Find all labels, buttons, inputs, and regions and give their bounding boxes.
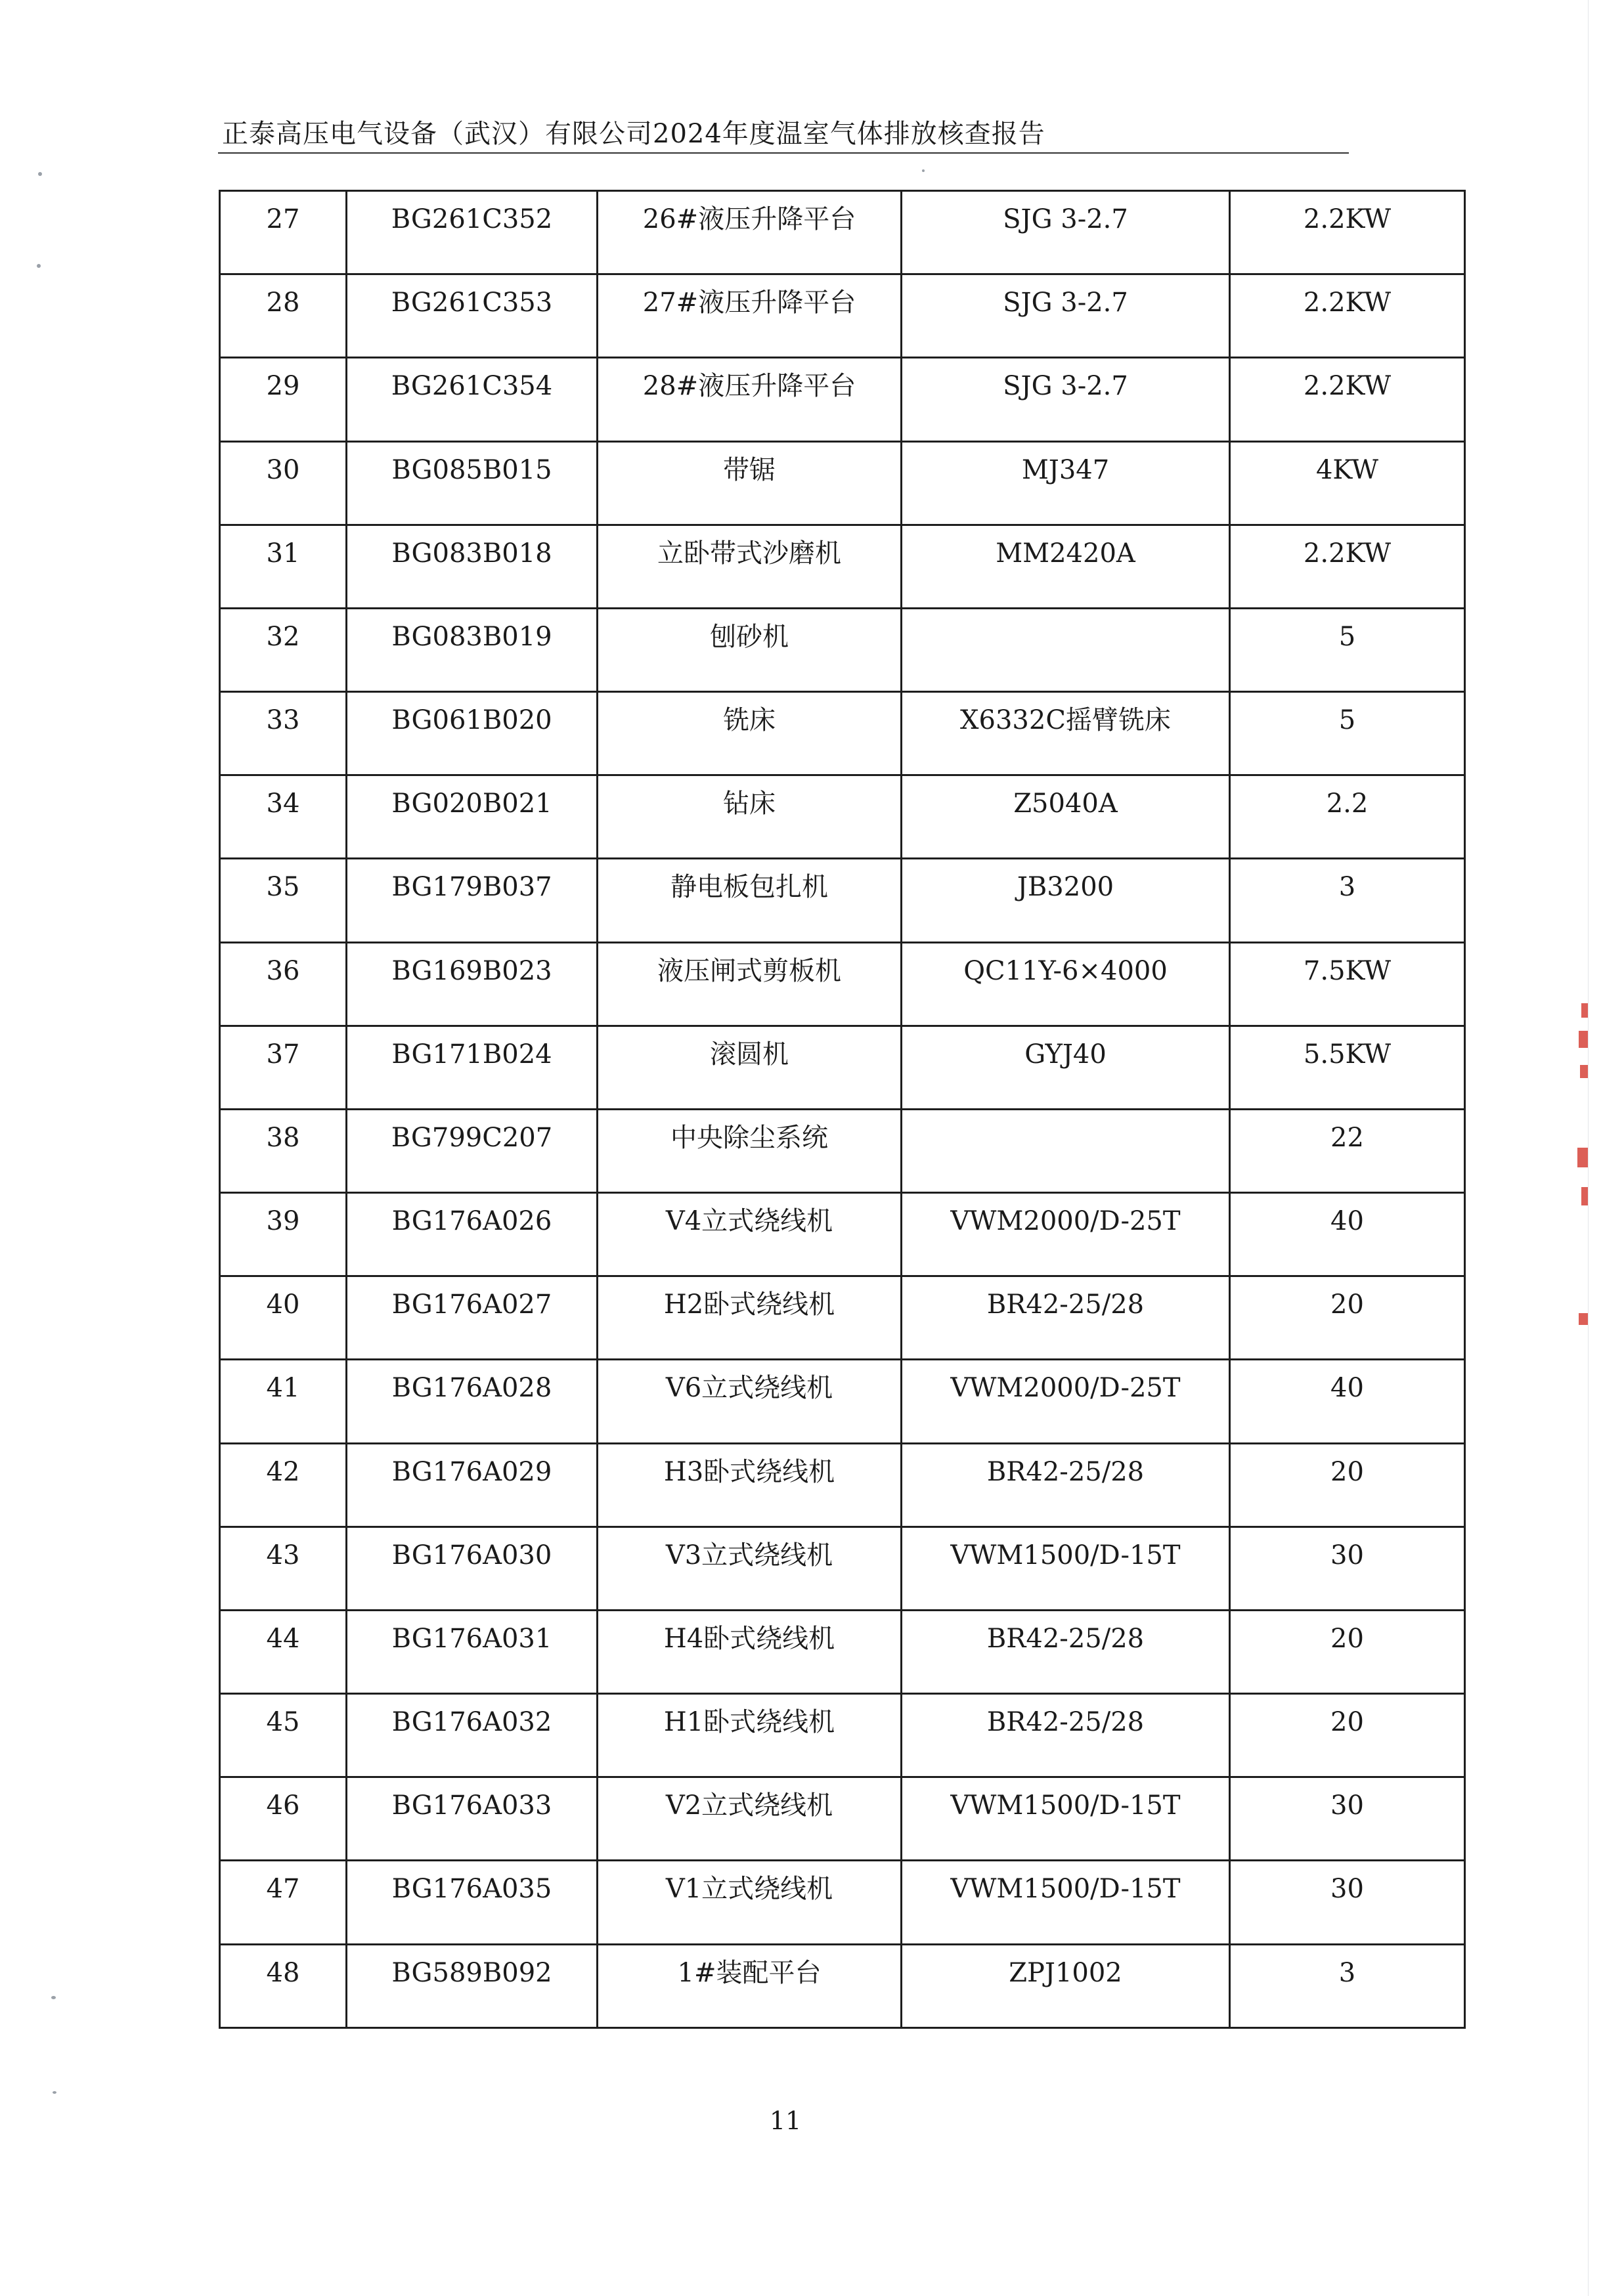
equipment-code-cell: BG020B021 [347, 775, 598, 859]
scan-speck [53, 2091, 56, 2094]
equipment-power-cell: 2.2KW [1230, 525, 1465, 608]
row-number-cell: 48 [220, 1944, 347, 2027]
equipment-name-cell: 液压闸式剪板机 [598, 942, 902, 1026]
equipment-power-cell: 2.2 [1230, 775, 1465, 859]
equipment-name-cell: 1#装配平台 [598, 1944, 902, 2027]
equipment-power-cell: 2.2KW [1230, 191, 1465, 274]
equipment-code-cell: BG176A027 [347, 1276, 598, 1360]
equipment-name-cell: H4卧式绕线机 [598, 1610, 902, 1693]
table-row [220, 358, 1465, 441]
equipment-model-cell: VWM2000/D-25T [902, 1360, 1230, 1443]
equipment-model-cell: SJG 3-2.7 [902, 274, 1230, 358]
seal-fragment [1580, 1065, 1588, 1078]
equipment-code-cell: BG176A029 [347, 1443, 598, 1527]
equipment-model-cell: GYJ40 [902, 1026, 1230, 1109]
equipment-power-cell: 2.2KW [1230, 358, 1465, 441]
seal-fragment [1581, 1187, 1588, 1205]
table-row [220, 1193, 1465, 1276]
table-row [220, 1944, 1465, 2027]
equipment-model-cell: MJ347 [902, 441, 1230, 525]
equipment-name-cell: H3卧式绕线机 [598, 1443, 902, 1527]
equipment-power-cell: 5 [1230, 692, 1465, 775]
equipment-name-cell: 26#液压升降平台 [598, 191, 902, 274]
equipment-code-cell: BG179B037 [347, 859, 598, 942]
row-number-cell: 40 [220, 1276, 347, 1360]
equipment-name-cell: V2立式绕线机 [598, 1777, 902, 1861]
equipment-code-cell: BG176A026 [347, 1193, 598, 1276]
equipment-name-cell: 立卧带式沙磨机 [598, 525, 902, 608]
equipment-code-cell: BG799C207 [347, 1109, 598, 1192]
equipment-name-cell: H1卧式绕线机 [598, 1694, 902, 1777]
equipment-power-cell: 20 [1230, 1610, 1465, 1693]
equipment-code-cell: BG176A033 [347, 1777, 598, 1861]
table-row [220, 1610, 1465, 1693]
row-number-cell: 30 [220, 441, 347, 525]
equipment-code-cell: BG085B015 [347, 441, 598, 525]
equipment-model-cell: BR42-25/28 [902, 1276, 1230, 1360]
equipment-power-cell: 4KW [1230, 441, 1465, 525]
row-number-cell: 27 [220, 191, 347, 274]
row-number-cell: 37 [220, 1026, 347, 1109]
equipment-model-cell: SJG 3-2.7 [902, 358, 1230, 441]
table-row [220, 441, 1465, 525]
table-row [220, 692, 1465, 775]
row-number-cell: 43 [220, 1527, 347, 1610]
table-row [220, 1360, 1465, 1443]
equipment-code-cell: BG176A028 [347, 1360, 598, 1443]
equipment-power-cell: 40 [1230, 1193, 1465, 1276]
row-number-cell: 33 [220, 692, 347, 775]
table-row [220, 1443, 1465, 1527]
row-number-cell: 42 [220, 1443, 347, 1527]
equipment-model-cell [902, 608, 1230, 691]
table-row [220, 942, 1465, 1026]
equipment-name-cell: 28#液压升降平台 [598, 358, 902, 441]
row-number-cell: 45 [220, 1694, 347, 1777]
row-number-cell: 35 [220, 859, 347, 942]
equipment-name-cell: 中央除尘系统 [598, 1109, 902, 1192]
equipment-power-cell: 30 [1230, 1777, 1465, 1861]
equipment-power-cell: 3 [1230, 1944, 1465, 2027]
table-row [220, 1694, 1465, 1777]
equipment-code-cell: BG083B019 [347, 608, 598, 691]
equipment-code-cell: BG061B020 [347, 692, 598, 775]
table-row [220, 1276, 1465, 1360]
equipment-power-cell: 20 [1230, 1443, 1465, 1527]
equipment-power-cell: 40 [1230, 1360, 1465, 1443]
equipment-model-cell: VWM1500/D-15T [902, 1777, 1230, 1861]
row-number-cell: 31 [220, 525, 347, 608]
equipment-name-cell: 27#液压升降平台 [598, 274, 902, 358]
equipment-name-cell: V6立式绕线机 [598, 1360, 902, 1443]
table-row [220, 525, 1465, 608]
equipment-code-cell: BG169B023 [347, 942, 598, 1026]
row-number-cell: 46 [220, 1777, 347, 1861]
seal-fragment [1577, 1148, 1588, 1167]
equipment-code-cell: BG176A031 [347, 1610, 598, 1693]
table-row [220, 775, 1465, 859]
equipment-name-cell: 静电板包扎机 [598, 859, 902, 942]
equipment-power-cell: 5.5KW [1230, 1026, 1465, 1109]
equipment-model-cell: VWM2000/D-25T [902, 1193, 1230, 1276]
row-number-cell: 34 [220, 775, 347, 859]
table-row [220, 191, 1465, 274]
equipment-name-cell: V1立式绕线机 [598, 1861, 902, 1944]
equipment-power-cell: 20 [1230, 1276, 1465, 1360]
equipment-name-cell: 钻床 [598, 775, 902, 859]
equipment-code-cell: BG171B024 [347, 1026, 598, 1109]
equipment-name-cell: H2卧式绕线机 [598, 1276, 902, 1360]
equipment-model-cell: BR42-25/28 [902, 1610, 1230, 1693]
row-number-cell: 39 [220, 1193, 347, 1276]
row-number-cell: 41 [220, 1360, 347, 1443]
equipment-code-cell: BG083B018 [347, 525, 598, 608]
equipment-model-cell: BR42-25/28 [902, 1694, 1230, 1777]
equipment-table-body [220, 191, 1465, 2028]
report-header-title: 正泰高压电气设备（武汉）有限公司2024年度温室气体排放核查报告 [222, 119, 1045, 149]
equipment-code-cell: BG261C352 [347, 191, 598, 274]
scan-speck [922, 169, 925, 172]
equipment-power-cell: 2.2KW [1230, 274, 1465, 358]
equipment-model-cell: ZPJ1002 [902, 1944, 1230, 2027]
equipment-power-cell: 5 [1230, 608, 1465, 691]
equipment-table [219, 190, 1466, 2029]
equipment-model-cell: X6332C摇臂铣床 [902, 692, 1230, 775]
seal-fragment [1581, 1003, 1588, 1018]
equipment-name-cell: 滚圆机 [598, 1026, 902, 1109]
equipment-model-cell: JB3200 [902, 859, 1230, 942]
equipment-model-cell: VWM1500/D-15T [902, 1527, 1230, 1610]
equipment-power-cell: 20 [1230, 1694, 1465, 1777]
equipment-name-cell: V4立式绕线机 [598, 1193, 902, 1276]
equipment-code-cell: BG176A035 [347, 1861, 598, 1944]
table-row [220, 274, 1465, 358]
header-divider [218, 152, 1349, 154]
row-number-cell: 36 [220, 942, 347, 1026]
scan-edge-line [1588, 0, 1589, 2296]
row-number-cell: 29 [220, 358, 347, 441]
equipment-code-cell: BG589B092 [347, 1944, 598, 2027]
equipment-name-cell: 铣床 [598, 692, 902, 775]
equipment-code-cell: BG176A032 [347, 1694, 598, 1777]
equipment-code-cell: BG261C353 [347, 274, 598, 358]
row-number-cell: 38 [220, 1109, 347, 1192]
equipment-model-cell: SJG 3-2.7 [902, 191, 1230, 274]
scan-speck [38, 172, 42, 176]
table-row [220, 1026, 1465, 1109]
equipment-model-cell [902, 1109, 1230, 1192]
row-number-cell: 47 [220, 1861, 347, 1944]
scan-speck [37, 264, 41, 268]
scan-speck [51, 1996, 56, 1999]
seal-fragment [1579, 1313, 1588, 1325]
table-row [220, 1527, 1465, 1610]
equipment-name-cell: 带锯 [598, 441, 902, 525]
row-number-cell: 44 [220, 1610, 347, 1693]
seal-fragment [1579, 1031, 1588, 1048]
row-number-cell: 28 [220, 274, 347, 358]
table-row [220, 1777, 1465, 1861]
row-number-cell: 32 [220, 608, 347, 691]
equipment-model-cell: VWM1500/D-15T [902, 1861, 1230, 1944]
page-number: 11 [769, 2106, 802, 2135]
equipment-name-cell: 刨砂机 [598, 608, 902, 691]
table-row [220, 608, 1465, 691]
table-row [220, 1861, 1465, 1944]
equipment-name-cell: V3立式绕线机 [598, 1527, 902, 1610]
table-row [220, 1109, 1465, 1192]
equipment-code-cell: BG261C354 [347, 358, 598, 441]
table-row [220, 859, 1465, 942]
equipment-model-cell: QC11Y-6×4000 [902, 942, 1230, 1026]
equipment-power-cell: 30 [1230, 1527, 1465, 1610]
equipment-model-cell: BR42-25/28 [902, 1443, 1230, 1527]
equipment-model-cell: Z5040A [902, 775, 1230, 859]
equipment-power-cell: 22 [1230, 1109, 1465, 1192]
equipment-model-cell: MM2420A [902, 525, 1230, 608]
equipment-power-cell: 7.5KW [1230, 942, 1465, 1026]
equipment-power-cell: 30 [1230, 1861, 1465, 1944]
equipment-power-cell: 3 [1230, 859, 1465, 942]
equipment-code-cell: BG176A030 [347, 1527, 598, 1610]
